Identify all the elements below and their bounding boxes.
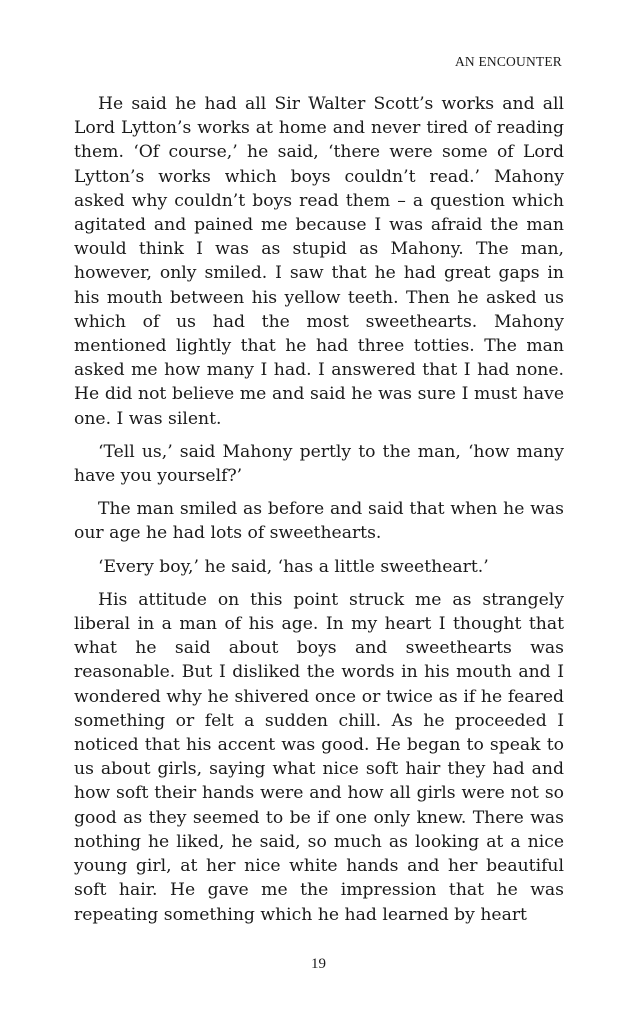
paragraph: ‘Tell us,’ said Mahony pertly to the man, ‘how many have you yourself?’ — [74, 441, 564, 487]
running-head: AN ENCOUNTER — [454, 54, 562, 69]
body-text — [74, 92, 564, 936]
paragraph: He said he had all Sir Walter Scott’s works and all Lord Lytton’s works at home and never tired of reading them. ‘Of course,’ he said, ‘there were some of Lord Lytton’s works which boys couldn’t read.’ Mahony asked why couldn’t boys read them – a question which agitated and pained me because I was afraid the man would think I was as stupid as Mahony. The man, however, only smiled. I saw that he had great gaps in his mouth between his yellow teeth. Then he asked us which of us had the most sweethearts. Mahony mentioned lightly that he had three totties. The man asked me how many I had. I answered that I had none. He did not believe me and said he was sure I must have one. I was silent. — [74, 94, 564, 429]
paragraph: ‘Every boy,’ he said, ‘has a little sweetheart.’ — [98, 556, 489, 577]
paragraph: The man smiled as before and said that when he was our age he had lots of sweethearts. — [74, 499, 564, 544]
paragraph: His attitude on this point struck me as strangely liberal in a man of his age. In my heart I thought that what he said about boys and sweethearts was reasonable. But I disliked the words in his mouth and I wondered why he shivered once or twice as if he feared something or felt a sudden chill. As he proceeded I noticed that his accent was good. He began to speak to us about girls, saying what nice soft hair they had and how soft their hands were and how all girls were not so good as they seemed to be if one only knew. There was nothing he liked, he said, so much as looking at a nice young girl, at her nice white hands and her beautiful soft hair. He gave me the impression that he was repeating something which he had learned by heart — [74, 589, 564, 925]
page-number: 19 — [311, 956, 326, 972]
